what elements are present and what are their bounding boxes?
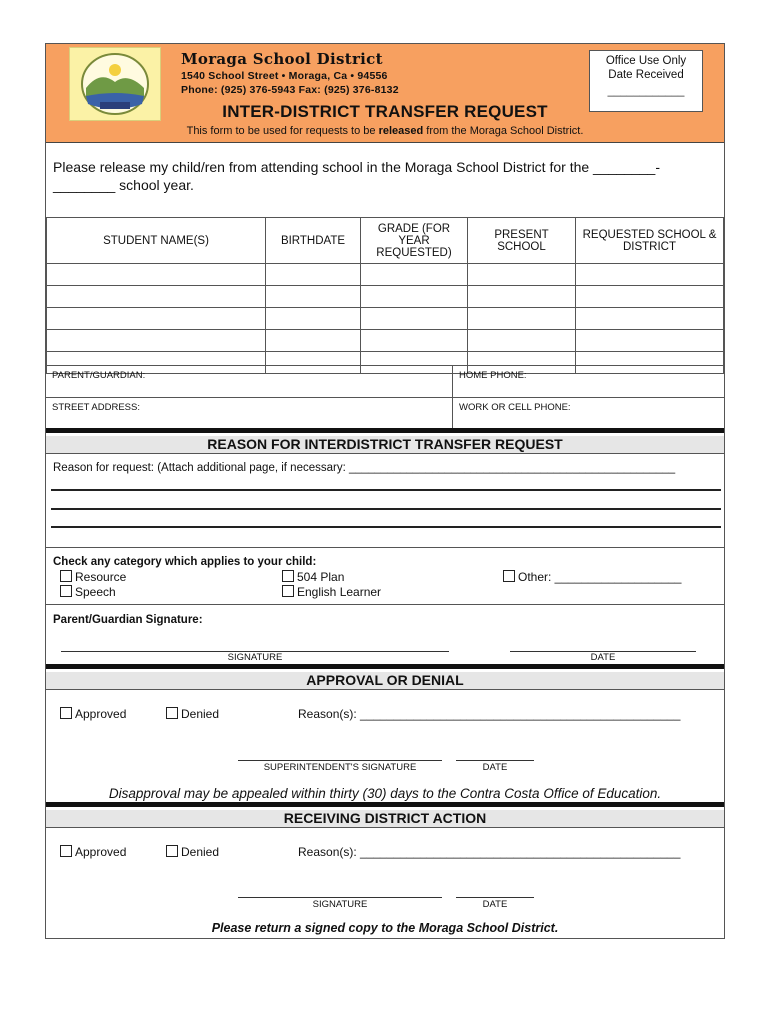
table-cell[interactable] <box>468 330 576 352</box>
table-cell[interactable] <box>47 264 266 286</box>
table-cell[interactable] <box>576 264 724 286</box>
speech-label: Speech <box>75 585 116 599</box>
denied-checkbox[interactable] <box>166 707 219 721</box>
table-row <box>47 286 724 308</box>
table-cell[interactable] <box>361 286 468 308</box>
header-grade: GRADE (FOR YEAR REQUESTED) <box>361 218 468 264</box>
receiving-section-title: RECEIVING DISTRICT ACTION <box>46 810 724 828</box>
parent-guardian-label: PARENT/GUARDIAN: <box>52 370 146 381</box>
parent-date-label: DATE <box>590 652 616 663</box>
reason-line-3[interactable] <box>51 526 721 528</box>
table-cell[interactable] <box>576 308 724 330</box>
superintendent-date-line[interactable] <box>456 760 534 761</box>
receiving-date-label: DATE <box>482 899 508 910</box>
header-present-school: PRESENT SCHOOL <box>468 218 576 264</box>
home-phone-field[interactable] <box>452 366 724 398</box>
street-address-field[interactable] <box>46 398 452 429</box>
receiving-denied-label: Denied <box>181 845 220 859</box>
street-address-label: STREET ADDRESS: <box>52 402 140 413</box>
receiving-signature-label: SIGNATURE <box>312 899 368 910</box>
form-title: INTER-DISTRICT TRANSFER REQUEST <box>222 102 548 121</box>
reason-line-1[interactable] <box>51 489 721 491</box>
receiving-signature-line[interactable] <box>238 897 442 898</box>
english-learner-label: English Learner <box>297 585 382 599</box>
office-use-label: Office Use Only <box>605 55 687 67</box>
checkbox-icon <box>60 845 72 857</box>
return-instruction: Please return a signed copy to the Moraga School District. <box>211 921 559 935</box>
table-cell[interactable] <box>576 286 724 308</box>
header-birthdate: BIRTHDATE <box>266 218 361 264</box>
other-label: Other: ___________________ <box>518 570 682 584</box>
resource-checkbox[interactable] <box>60 570 126 584</box>
parent-signature-label: SIGNATURE <box>227 652 283 663</box>
header-requested-school: REQUESTED SCHOOL & DISTRICT <box>576 218 724 264</box>
table-row <box>47 264 724 286</box>
checkbox-icon <box>60 585 72 597</box>
section-divider <box>46 802 724 807</box>
speech-checkbox[interactable] <box>60 585 116 599</box>
checkbox-icon <box>60 707 72 719</box>
table-cell[interactable] <box>47 308 266 330</box>
approval-section-title: APPROVAL OR DENIAL <box>46 672 724 690</box>
resource-label: Resource <box>75 570 127 584</box>
district-address: 1540 School Street • Moraga, Ca • 94556 <box>181 70 388 82</box>
reason-section-title: REASON FOR INTERDISTRICT TRANSFER REQUEST <box>46 436 724 454</box>
receiving-reasons-field[interactable]: Reason(s): ________________________________________________ <box>298 845 681 859</box>
divider <box>46 604 724 605</box>
checkbox-icon <box>282 570 294 582</box>
subtitle-text-end: from the Moraga School District. <box>423 125 584 137</box>
table-cell[interactable] <box>47 286 266 308</box>
transfer-form <box>45 43 725 939</box>
table-row <box>47 308 724 330</box>
checkbox-icon <box>166 845 178 857</box>
table-row <box>47 330 724 352</box>
checkbox-icon <box>60 570 72 582</box>
form-header <box>46 44 724 143</box>
approved-label: Approved <box>75 707 127 721</box>
parent-signature-title: Parent/Guardian Signature: <box>53 614 203 626</box>
date-received-label: Date Received <box>608 69 684 81</box>
category-title: Check any category which applies to your child: <box>53 556 317 568</box>
table-cell[interactable] <box>266 308 361 330</box>
receiving-date-line[interactable] <box>456 897 534 898</box>
superintendent-signature-line[interactable] <box>238 760 442 761</box>
table-cell[interactable] <box>361 308 468 330</box>
table-cell[interactable] <box>266 330 361 352</box>
date-received-field[interactable]: ____________ <box>607 85 685 97</box>
table-cell[interactable] <box>47 330 266 352</box>
table-cell[interactable] <box>361 330 468 352</box>
students-table <box>46 217 724 374</box>
work-phone-label: WORK OR CELL PHONE: <box>459 402 571 413</box>
checkbox-icon <box>166 707 178 719</box>
receiving-approved-label: Approved <box>75 845 127 859</box>
release-statement: Please release my child/ren from attending school in the Moraga School District for the ________-________ school year. <box>53 159 660 193</box>
contact-row-2 <box>46 397 724 429</box>
subtitle-bold-text: released <box>378 125 424 137</box>
form-subtitle <box>46 125 724 137</box>
reason-prompt[interactable]: Reason for request: (Attach additional page, if necessary: ___________________________________________________ <box>53 462 676 474</box>
section-divider <box>46 428 724 433</box>
appeal-note: Disapproval may be appealed within thirty (30) days to the Contra Costa Office of Education. <box>108 786 662 801</box>
work-phone-field[interactable] <box>452 398 724 429</box>
receiving-approved-checkbox[interactable] <box>60 845 126 859</box>
approval-reasons-field[interactable]: Reason(s): ________________________________________________ <box>298 707 681 721</box>
table-cell[interactable] <box>468 286 576 308</box>
other-checkbox[interactable] <box>503 570 681 584</box>
superintendent-date-label: DATE <box>482 762 508 773</box>
table-cell[interactable] <box>266 264 361 286</box>
checkbox-icon <box>503 570 515 582</box>
section-divider <box>46 664 724 669</box>
contact-row-1 <box>46 365 724 398</box>
504-plan-checkbox[interactable] <box>282 570 344 584</box>
table-cell[interactable] <box>576 330 724 352</box>
denied-label: Denied <box>181 707 220 721</box>
table-cell[interactable] <box>361 264 468 286</box>
table-cell[interactable] <box>468 308 576 330</box>
district-phone-fax: Phone: (925) 376-5943 Fax: (925) 376-8132 <box>181 84 399 96</box>
divider <box>46 547 724 548</box>
receiving-denied-checkbox[interactable] <box>166 845 219 859</box>
504-plan-label: 504 Plan <box>297 570 345 584</box>
table-cell[interactable] <box>266 286 361 308</box>
subtitle-text: This form to be used for requests to be <box>186 125 379 137</box>
superintendent-signature-label: SUPERINTENDENT'S SIGNATURE <box>263 762 417 773</box>
parent-guardian-field[interactable] <box>46 366 452 398</box>
checkbox-icon <box>282 585 294 597</box>
header-student-names: STUDENT NAME(S) <box>47 218 266 264</box>
table-cell[interactable] <box>468 264 576 286</box>
district-name: Moraga School District <box>181 50 383 68</box>
english-learner-checkbox[interactable] <box>282 585 381 599</box>
approved-checkbox[interactable] <box>60 707 126 721</box>
reason-line-2[interactable] <box>51 508 721 510</box>
home-phone-label: HOME PHONE: <box>459 370 527 381</box>
